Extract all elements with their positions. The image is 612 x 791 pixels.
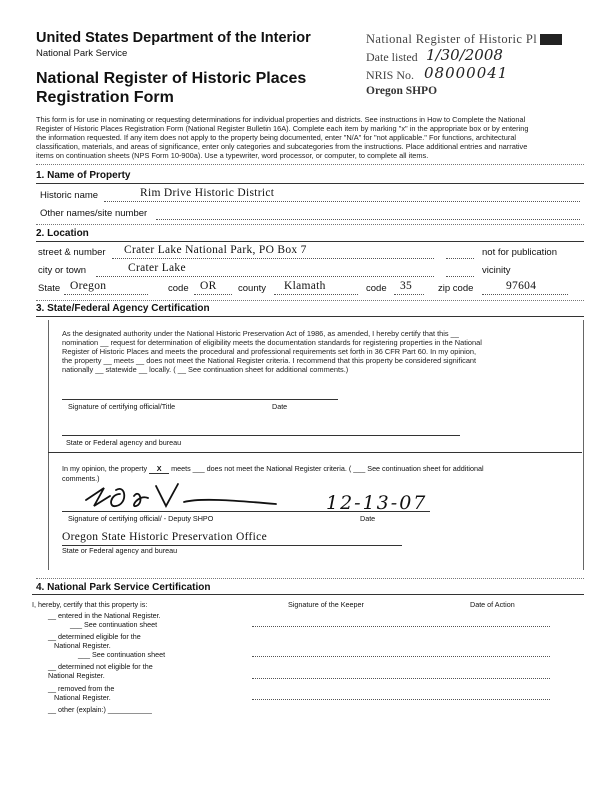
zip-field[interactable] bbox=[482, 294, 568, 295]
keeper-signature-line[interactable] bbox=[252, 626, 550, 627]
state-code-label: code bbox=[168, 283, 189, 294]
option-entered-continuation[interactable]: ___ See continuation sheet bbox=[70, 620, 158, 629]
divider bbox=[36, 300, 584, 301]
street-value[interactable]: Crater Lake National Park, PO Box 7 bbox=[124, 244, 307, 256]
county-field[interactable] bbox=[274, 294, 358, 295]
state-code-field[interactable] bbox=[194, 294, 232, 295]
signature-label-deputy: Signature of certifying official/ - Deputy SHPO bbox=[68, 514, 214, 523]
certify-text: I, hereby, certify that this property is: bbox=[32, 600, 148, 609]
opinion-comments: comments.) bbox=[62, 474, 100, 483]
stamp-ink-blot bbox=[540, 34, 562, 45]
certification-line: Register of Historic Places and meets the procedural and professional requirements set forth in 36 CFR Part 60. In my opinion, bbox=[62, 347, 477, 356]
other-names-label: Other names/site number bbox=[40, 208, 148, 219]
date-label: Date bbox=[272, 402, 288, 411]
stamp-shpo: Oregon SHPO bbox=[366, 85, 438, 97]
signature-line[interactable] bbox=[62, 399, 338, 400]
not-for-publication-label: not for publication bbox=[482, 247, 557, 258]
divider bbox=[32, 594, 584, 595]
certification-line: As the designated authority under the National Historic Preservation Act of 1986, as amended, I hereby certify that this __ bbox=[62, 329, 459, 338]
option-removed[interactable]: __ removed from the bbox=[48, 684, 115, 693]
option-not-eligible[interactable]: __ determined not eligible for the bbox=[48, 662, 153, 671]
county-code-value[interactable]: 35 bbox=[400, 280, 413, 292]
meets-checkbox[interactable] bbox=[149, 464, 169, 474]
historic-name-field[interactable] bbox=[104, 201, 580, 202]
certification-line: the property __ meets __ does not meet the National Register criteria. I recommend that this property be considered significant bbox=[62, 356, 477, 365]
option-eligible[interactable]: __ determined eligible for the bbox=[48, 632, 141, 641]
city-field[interactable] bbox=[96, 276, 434, 277]
section4-title: 4. National Park Service Certification bbox=[36, 582, 211, 593]
not-for-publication-checkbox[interactable] bbox=[446, 258, 474, 259]
state-value[interactable]: Oregon bbox=[70, 280, 107, 292]
listing-stamp bbox=[366, 32, 562, 102]
agency-value[interactable]: Oregon State Historic Preservation Office bbox=[62, 531, 267, 543]
stamp-title: National Register of Historic Pl bbox=[366, 32, 538, 46]
option-eligible-text: National Register. bbox=[54, 641, 111, 650]
divider bbox=[48, 452, 582, 453]
county-code-field[interactable] bbox=[394, 294, 424, 295]
option-other[interactable]: __ other (explain:) ___________ bbox=[48, 705, 152, 714]
instructions-line: the information requested. If any item does not apply to the property being documented, enter "N/A" for "not applicable." For functions, architectural bbox=[36, 133, 517, 142]
zip-value[interactable]: 97604 bbox=[506, 280, 537, 292]
option-eligible-continuation[interactable]: ___ See continuation sheet bbox=[78, 650, 166, 659]
certification-line: nationally __ statewide __ locally. ( __ See continuation sheet for additional comments.) bbox=[62, 365, 349, 374]
section1-title: 1. Name of Property bbox=[36, 170, 131, 181]
other-names-field[interactable] bbox=[156, 219, 580, 220]
signature-label: Signature of certifying official/Title bbox=[68, 402, 176, 411]
service-name: National Park Service bbox=[36, 48, 128, 59]
instructions-line: This form is for use in nominating or requesting determinations for individual properties and districts. See instructions in How to Complete the National bbox=[36, 115, 526, 124]
instructions-text bbox=[36, 115, 581, 160]
instructions-line: classification, materials, and areas of significance, enter only categories and subcategories from the instructions. Place additional entries and narrative bbox=[36, 142, 528, 151]
meets-mark: X bbox=[156, 464, 162, 473]
city-label: city or town bbox=[38, 265, 87, 276]
date-label-signed: Date bbox=[360, 514, 376, 523]
form-title-line2: Registration Form bbox=[36, 89, 174, 106]
department-name: United States Department of the Interior bbox=[36, 30, 311, 46]
keeper-signature-line[interactable] bbox=[252, 699, 550, 700]
divider bbox=[36, 183, 584, 184]
vicinity-label: vicinity bbox=[482, 265, 511, 276]
keeper-signature-line[interactable] bbox=[252, 656, 550, 657]
option-removed-text: National Register. bbox=[54, 693, 111, 702]
state-field[interactable] bbox=[64, 294, 148, 295]
divider bbox=[36, 241, 584, 242]
section3-title: 3. State/Federal Agency Certification bbox=[36, 303, 210, 314]
agency-label-2: State or Federal agency and bureau bbox=[62, 546, 178, 555]
state-code-value[interactable]: OR bbox=[200, 280, 217, 292]
divider bbox=[36, 224, 584, 225]
certification-line: nomination __ request for determination of eligibility meets the documentation standards for registering properties in the National bbox=[62, 338, 482, 347]
instructions-line: Register of Historic Places Registration Form (National Register Bulletin 16A). Complete each item by marking "x" in the appropriate box or by entering bbox=[36, 124, 529, 133]
opinion-text bbox=[62, 464, 484, 474]
section2-title: 2. Location bbox=[36, 228, 89, 239]
state-label: State bbox=[38, 283, 61, 294]
street-label: street & number bbox=[38, 247, 106, 258]
city-value[interactable]: Crater Lake bbox=[128, 262, 186, 274]
agency-label: State or Federal agency and bureau bbox=[66, 438, 182, 447]
divider bbox=[36, 316, 584, 317]
signed-date: 12-13-07 bbox=[326, 492, 428, 514]
agency-line[interactable] bbox=[62, 435, 460, 436]
certification-text bbox=[62, 329, 482, 374]
zip-label: zip code bbox=[438, 283, 474, 294]
form-title-line1: National Register of Historic Places bbox=[36, 70, 307, 87]
county-value[interactable]: Klamath bbox=[284, 280, 326, 292]
instructions-line: items on continuation sheets (NPS Form 10-900a). Use a typewriter, word processor, or computer, to complete all items. bbox=[36, 151, 429, 160]
vicinity-checkbox[interactable] bbox=[446, 276, 474, 277]
option-not-eligible-text: National Register. bbox=[48, 671, 105, 680]
opinion-label: In my opinion, the property bbox=[62, 464, 148, 473]
signature-line[interactable] bbox=[62, 511, 430, 512]
keeper-label: Signature of the Keeper bbox=[288, 600, 364, 609]
stamp-date-label: Date listed bbox=[366, 50, 418, 64]
divider bbox=[36, 164, 584, 165]
stamp-nris-value: 08000041 bbox=[424, 64, 509, 82]
historic-name-label: Historic name bbox=[40, 190, 99, 201]
divider bbox=[36, 578, 584, 579]
historic-name-value[interactable]: Rim Drive Historic District bbox=[140, 187, 275, 199]
action-date-label: Date of Action bbox=[470, 600, 515, 609]
county-label: county bbox=[238, 283, 266, 294]
county-code-label: code bbox=[366, 283, 387, 294]
street-field[interactable] bbox=[112, 258, 434, 259]
stamp-date-value: 1/30/2008 bbox=[426, 46, 503, 64]
opinion-rest: meets ___ does not meet the National Register criteria. ( ___ See continuation sheet for additional bbox=[171, 464, 484, 473]
keeper-signature-line[interactable] bbox=[252, 678, 550, 679]
stamp-nris-label: NRIS No. bbox=[366, 68, 415, 82]
option-entered[interactable]: __ entered in the National Register. bbox=[48, 611, 161, 620]
